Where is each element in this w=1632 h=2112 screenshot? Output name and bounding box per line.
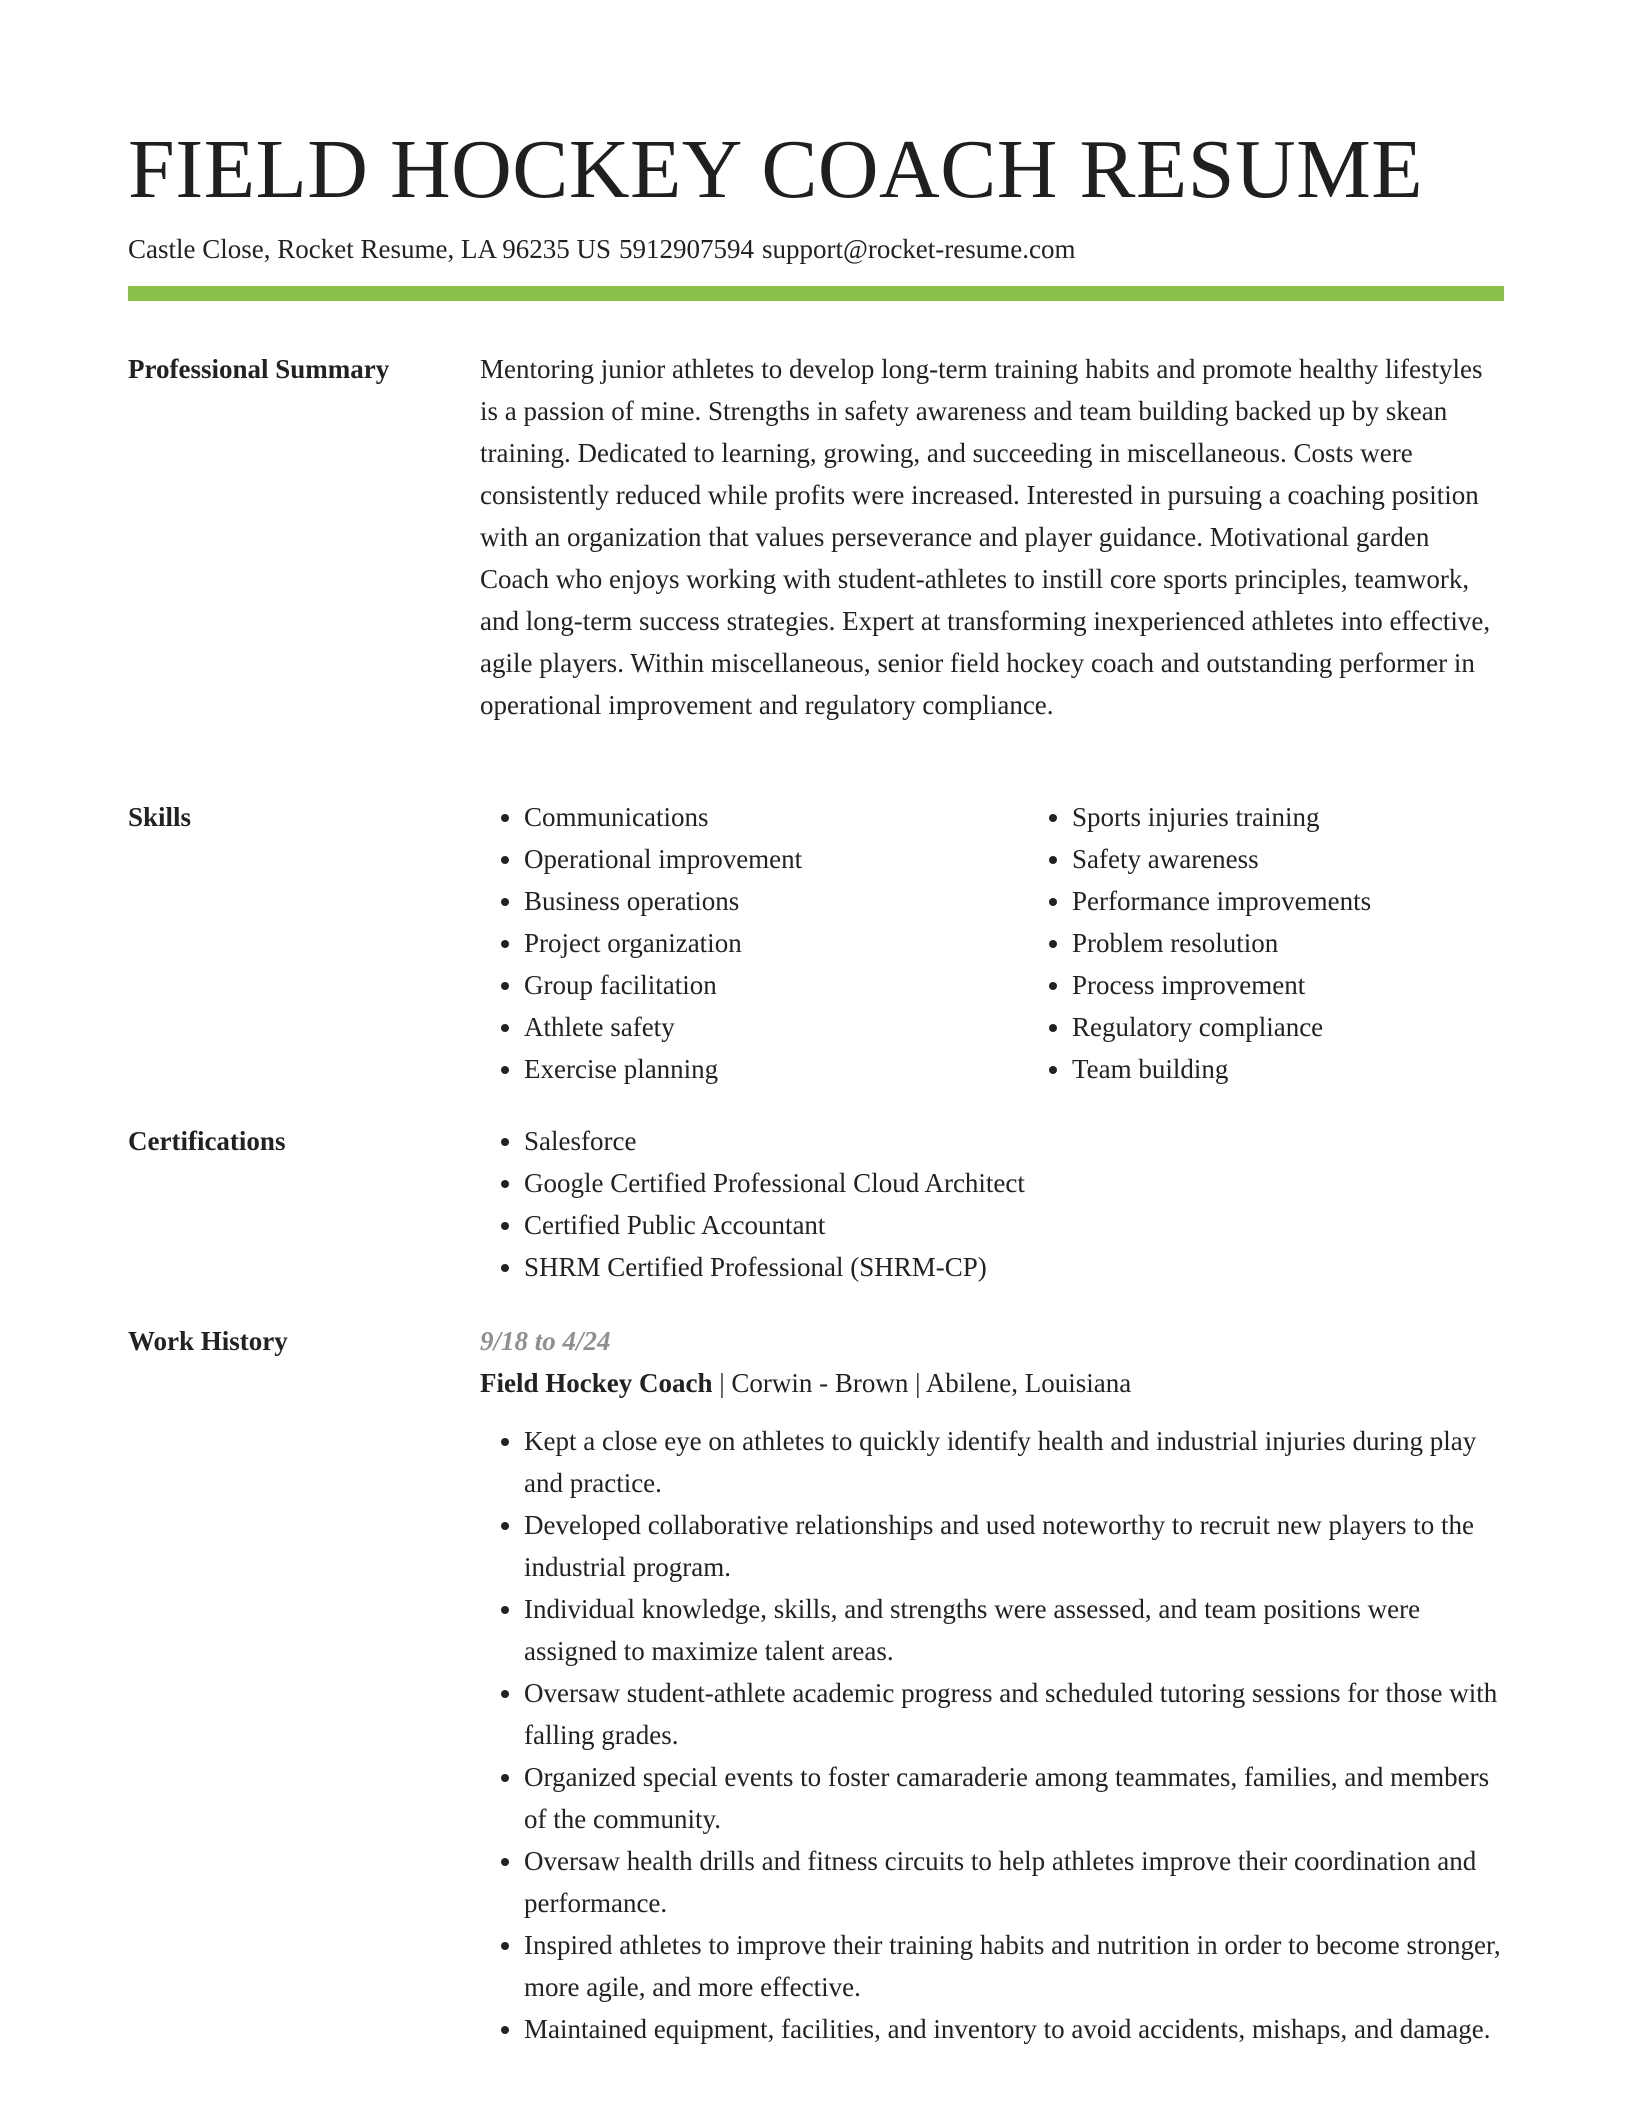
list-item: • Maintained equipment, facilities, and inventory to avoid accidents, mishaps, and damage. <box>524 2008 1504 2050</box>
list-item: • Communications <box>524 796 984 838</box>
section-heading: Professional Summary <box>128 354 390 384</box>
list-item: • Project organization <box>524 922 984 964</box>
list-item: • Google Certified Professional Cloud Architect <box>524 1162 1504 1204</box>
skills-list-left <box>480 796 984 1090</box>
contact-phone: 5912907594 <box>618 234 754 264</box>
job-entry <box>480 1320 1504 2050</box>
list-item: • Kept a close eye on athletes to quickly identify health and industrial injuries during play and practice. <box>524 1420 1504 1504</box>
list-item: • Oversaw health drills and fitness circuits to help athletes improve their coordination and performance. <box>524 1840 1504 1924</box>
list-item: • Oversaw student-athlete academic progress and scheduled tutoring sessions for those with falling grades. <box>524 1672 1504 1756</box>
list-item: • Performance improvements <box>1072 880 1592 922</box>
list-item: • SHRM Certified Professional (SHRM-CP) <box>524 1246 1504 1288</box>
list-item: • Individual knowledge, skills, and strengths were assessed, and team positions were assigned to maximize talent areas. <box>524 1588 1504 1672</box>
list-item: • Problem resolution <box>1072 922 1592 964</box>
separator: | <box>908 1368 926 1398</box>
skills-columns <box>480 796 1504 1090</box>
list-item: • Organized special events to foster camaraderie among teammates, families, and members of the community. <box>524 1756 1504 1840</box>
summary-text: Mentoring junior athletes to develop long-term training habits and promote healthy lifestyles is a passion of mine. Strengths in safety awareness and team building backed up by skean training. Dedicated to learning, growing, and succeeding in miscellaneous. Costs were consistently reduced while profits were increased. Interested in pursuing a coaching position with an organization that values perseverance and player guidance. Motivational garden Coach who enjoys working with student-athletes to instill core sports principles, teamwork, and long-term success strategies. Expert at transforming inexperienced athletes into effective, agile players. Within miscellaneous, senior field hockey coach and outstanding performer in operational improvement and regulatory compliance. <box>480 354 1491 720</box>
list-item: • Operational improvement <box>524 838 984 880</box>
list-item: • Safety awareness <box>1072 838 1592 880</box>
list-item: • Certified Public Accountant <box>524 1204 1504 1246</box>
list-item: • Athlete safety <box>524 1006 984 1048</box>
job-dates: 9/18 to 4/24 <box>480 1326 611 1356</box>
contact-email: support@rocket-resume.com <box>761 234 1076 264</box>
section-heading: Skills <box>128 802 192 832</box>
section-heading: Certifications <box>128 1126 286 1156</box>
list-item: • Regulatory compliance <box>1072 1006 1592 1048</box>
header-divider <box>128 286 1504 301</box>
page-title: FIELD HOCKEY COACH RESUME <box>128 123 1424 216</box>
skills-list-right <box>1028 796 1592 1090</box>
list-item: • Developed collaborative relationships and used noteworthy to recruit new players to the industrial program. <box>524 1504 1504 1588</box>
list-item: • Group facilitation <box>524 964 984 1006</box>
job-header <box>480 1362 1504 1404</box>
list-item: • Sports injuries training <box>1072 796 1592 838</box>
list-item: • Salesforce <box>524 1120 1504 1162</box>
list-item: • Inspired athletes to improve their training habits and nutrition in order to become stronger, more agile, and more effective. <box>524 1924 1504 2008</box>
job-location: Abilene, Louisiana <box>925 1368 1132 1398</box>
separator: | <box>712 1368 732 1398</box>
job-title: Field Hockey Coach <box>480 1368 713 1398</box>
job-company: Corwin - Brown <box>731 1368 909 1398</box>
contact-address: Castle Close, Rocket Resume, LA 96235 US <box>128 234 611 264</box>
list-item: • Process improvement <box>1072 964 1592 1006</box>
certifications-body <box>480 1120 1504 1288</box>
certifications-list <box>480 1120 1504 1288</box>
list-item: • Team building <box>1072 1048 1592 1090</box>
job-bullets <box>480 1420 1504 2050</box>
summary-body <box>480 348 1504 726</box>
list-item: • Exercise planning <box>524 1048 984 1090</box>
contact-line <box>128 230 1084 268</box>
section-heading: Work History <box>128 1326 288 1356</box>
list-item: • Business operations <box>524 880 984 922</box>
